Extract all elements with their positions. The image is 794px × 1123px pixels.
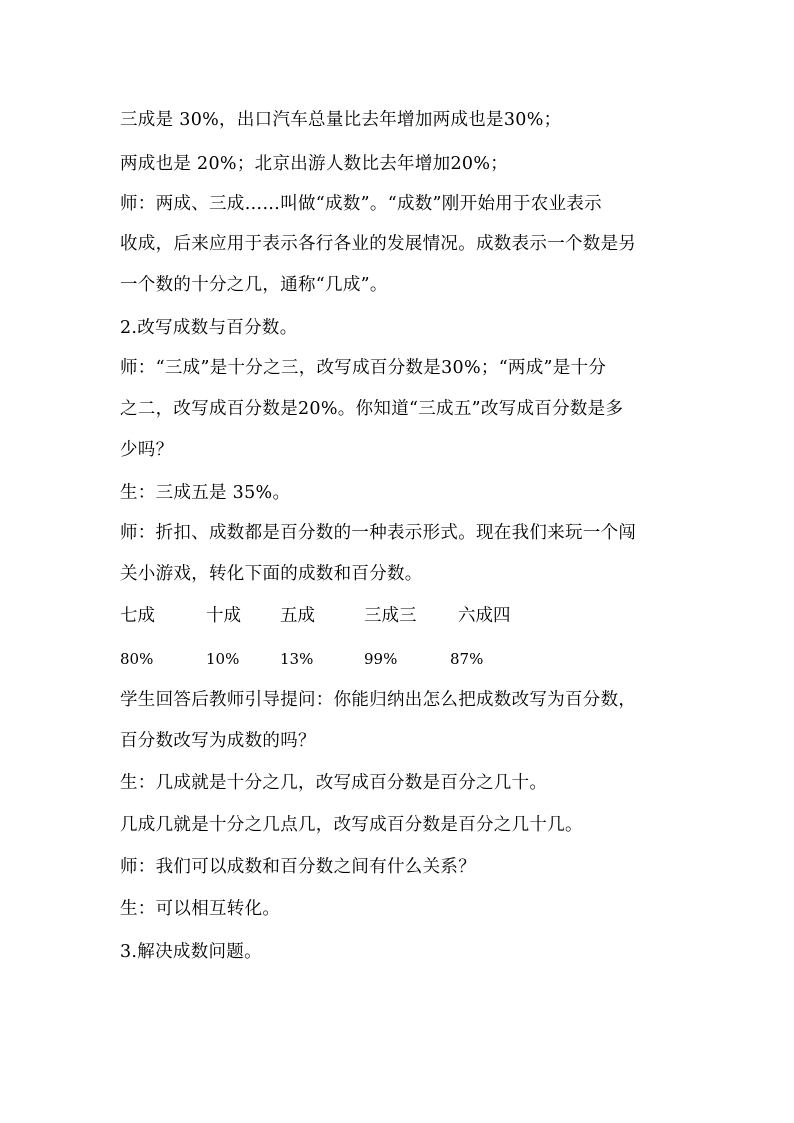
text-line: 师：“三成”是十分之三，改写成百分数是30%；“两成”是十分	[120, 358, 607, 378]
chengshu-item: 七成	[120, 606, 155, 626]
chengshu-item: 五成	[280, 606, 315, 626]
text-line: 生：三成五是 35%。	[120, 483, 291, 503]
section-heading: 3.解决成数问题。	[120, 942, 262, 962]
text-line: 师：折扣、成数都是百分数的一种表示形式。现在我们来玩一个闯	[120, 523, 637, 543]
text-line: 两成也是 20%；北京出游人数比去年增加20%；	[120, 154, 509, 174]
text-line: 收成，后来应用于表示各行各业的发展情况。成数表示一个数是另	[120, 234, 637, 254]
chengshu-item: 六成四	[458, 606, 511, 626]
text-line: 一个数的十分之几，通称“几成”。	[120, 275, 388, 295]
text-line: 少吗？	[120, 440, 174, 460]
text-line: 关小游戏，转化下面的成数和百分数。	[120, 564, 423, 584]
percent-item: 87%	[450, 650, 484, 668]
text-line: 师：两成、三成……叫做“成数”。“成数”刚开始用于农业表示	[120, 194, 602, 214]
percent-item: 99%	[364, 650, 398, 668]
text-line: 生：可以相互转化。	[120, 899, 281, 919]
text-line: 学生回答后教师引导提问：你能归纳出怎么把成数改写为百分数，	[120, 690, 637, 710]
chengshu-item: 三成三	[364, 606, 417, 626]
percent-item: 10%	[206, 650, 240, 668]
text-line: 生：几成就是十分之几，改写成百分数是百分之几十。	[120, 773, 548, 793]
text-line: 百分数改写为成数的吗？	[120, 731, 316, 751]
percent-item: 13%	[280, 650, 314, 668]
text-line: 之二，改写成百分数是20%。你知道“三成五”改写成百分数是多	[120, 399, 624, 419]
section-heading: 2.改写成数与百分数。	[120, 318, 298, 338]
text-line: 几成几就是十分之几点几，改写成百分数是百分之几十几。	[120, 815, 583, 835]
text-line: 师：我们可以成数和百分数之间有什么关系？	[120, 857, 476, 877]
chengshu-item: 十成	[206, 606, 241, 626]
percent-item: 80%	[120, 650, 154, 668]
text-line: 三成是 30%，出口汽车总量比去年增加两成也是30%；	[120, 110, 562, 130]
